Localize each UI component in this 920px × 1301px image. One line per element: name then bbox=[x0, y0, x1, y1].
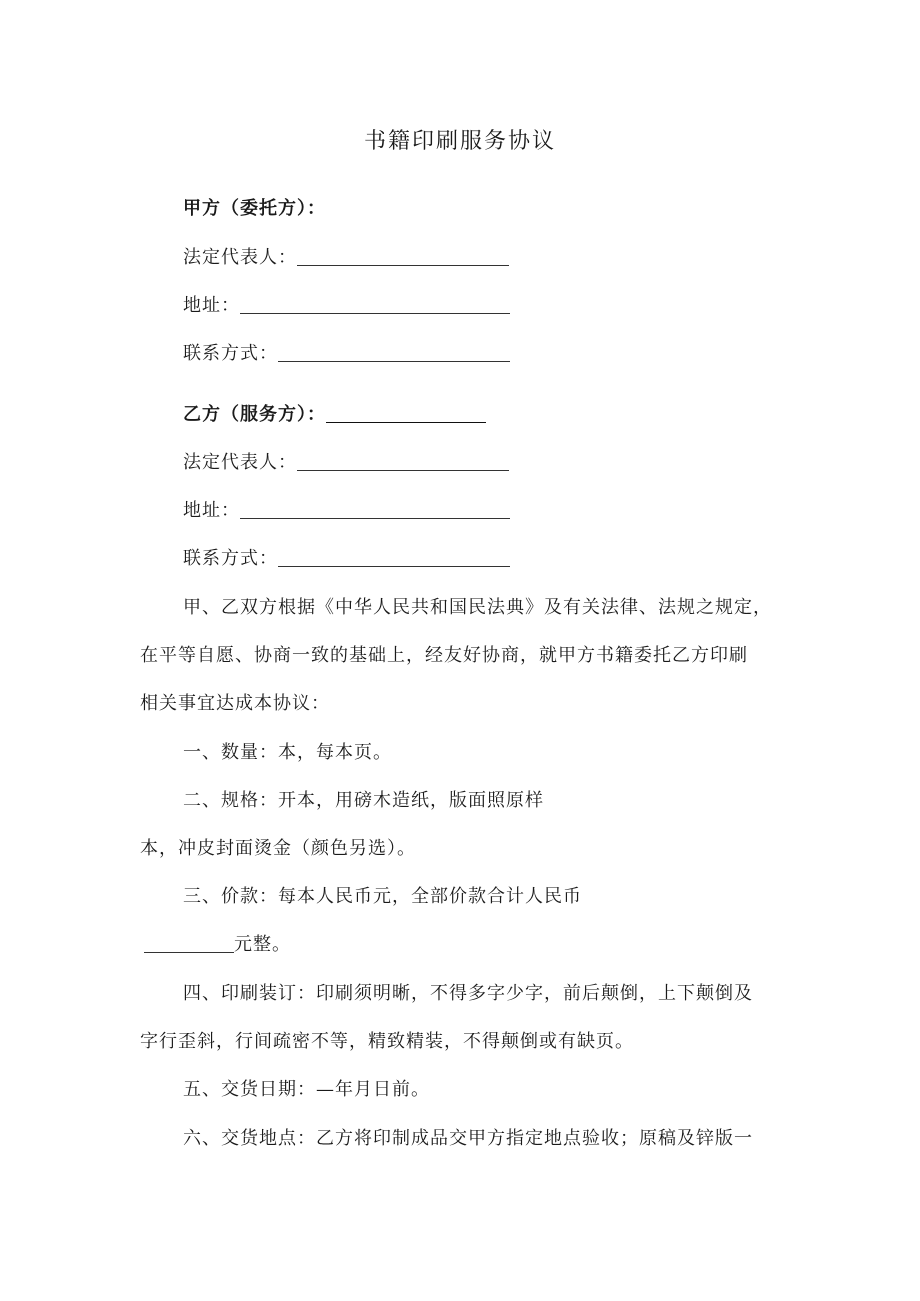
clause-binding-line-2: 字行歪斜，行间疏密不等，精致精装，不得颠倒或有缺页。 bbox=[140, 1031, 634, 1052]
party-b-address-row bbox=[183, 500, 510, 522]
party-b-name-blank[interactable] bbox=[326, 404, 486, 423]
party-a-address-label: 地址： bbox=[183, 295, 240, 316]
party-a-contact-blank[interactable] bbox=[278, 343, 510, 362]
party-b-rep-row bbox=[183, 452, 509, 474]
clause-price-line-1: 三、价款：每本人民币元，全部价款合计人民币 bbox=[183, 886, 582, 907]
price-total-blank[interactable] bbox=[144, 934, 234, 953]
clause-delivery-place: 六、交货地点：乙方将印制成品交甲方指定地点验收；原稿及锌版一 bbox=[183, 1128, 753, 1149]
party-b-rep-label: 法定代表人： bbox=[183, 452, 297, 473]
clause-quantity: 一、数量：本，每本页。 bbox=[183, 742, 392, 763]
party-a-rep-row bbox=[183, 247, 509, 269]
clause-price-line-2 bbox=[144, 934, 291, 956]
clause-delivery-date: 五、交货日期：—年月日前。 bbox=[183, 1079, 430, 1100]
party-b-address-label: 地址： bbox=[183, 500, 240, 521]
party-a-heading: 甲方（委托方）： bbox=[183, 198, 326, 219]
party-b-row bbox=[183, 404, 486, 426]
party-a-address-blank[interactable] bbox=[240, 295, 510, 314]
party-b-contact-label: 联系方式： bbox=[183, 548, 278, 569]
party-a-contact-row bbox=[183, 343, 510, 365]
party-b-contact-blank[interactable] bbox=[278, 548, 510, 567]
party-a-rep-blank[interactable] bbox=[297, 247, 509, 266]
party-a-rep-label: 法定代表人： bbox=[183, 247, 297, 268]
preamble-line-2: 在平等自愿、协商一致的基础上，经友好协商，就甲方书籍委托乙方印刷 bbox=[140, 645, 748, 666]
party-b-heading: 乙方（服务方）： bbox=[183, 404, 326, 425]
document-title: 书籍印刷服务协议 bbox=[363, 129, 556, 154]
clause-spec-line-1: 二、规格：开本，用磅木造纸，版面照原样 bbox=[183, 790, 544, 811]
preamble-line-3: 相关事宜达成本协议： bbox=[140, 693, 330, 714]
clause-binding-line-1: 四、印刷装订：印刷须明晰，不得多字少字，前后颠倒，上下颠倒及 bbox=[183, 983, 753, 1004]
clause-spec-line-2: 本，冲皮封面烫金（颜色另选）。 bbox=[140, 838, 416, 859]
party-b-rep-blank[interactable] bbox=[297, 452, 509, 471]
preamble-line-1: 甲、乙双方根据《中华人民共和国民法典》及有关法律、法规之规定， bbox=[183, 597, 772, 618]
party-b-contact-row bbox=[183, 548, 510, 570]
party-a-address-row bbox=[183, 295, 510, 317]
party-a-contact-label: 联系方式： bbox=[183, 343, 278, 364]
party-b-address-blank[interactable] bbox=[240, 500, 510, 519]
price-total-suffix: 元整。 bbox=[234, 934, 291, 955]
